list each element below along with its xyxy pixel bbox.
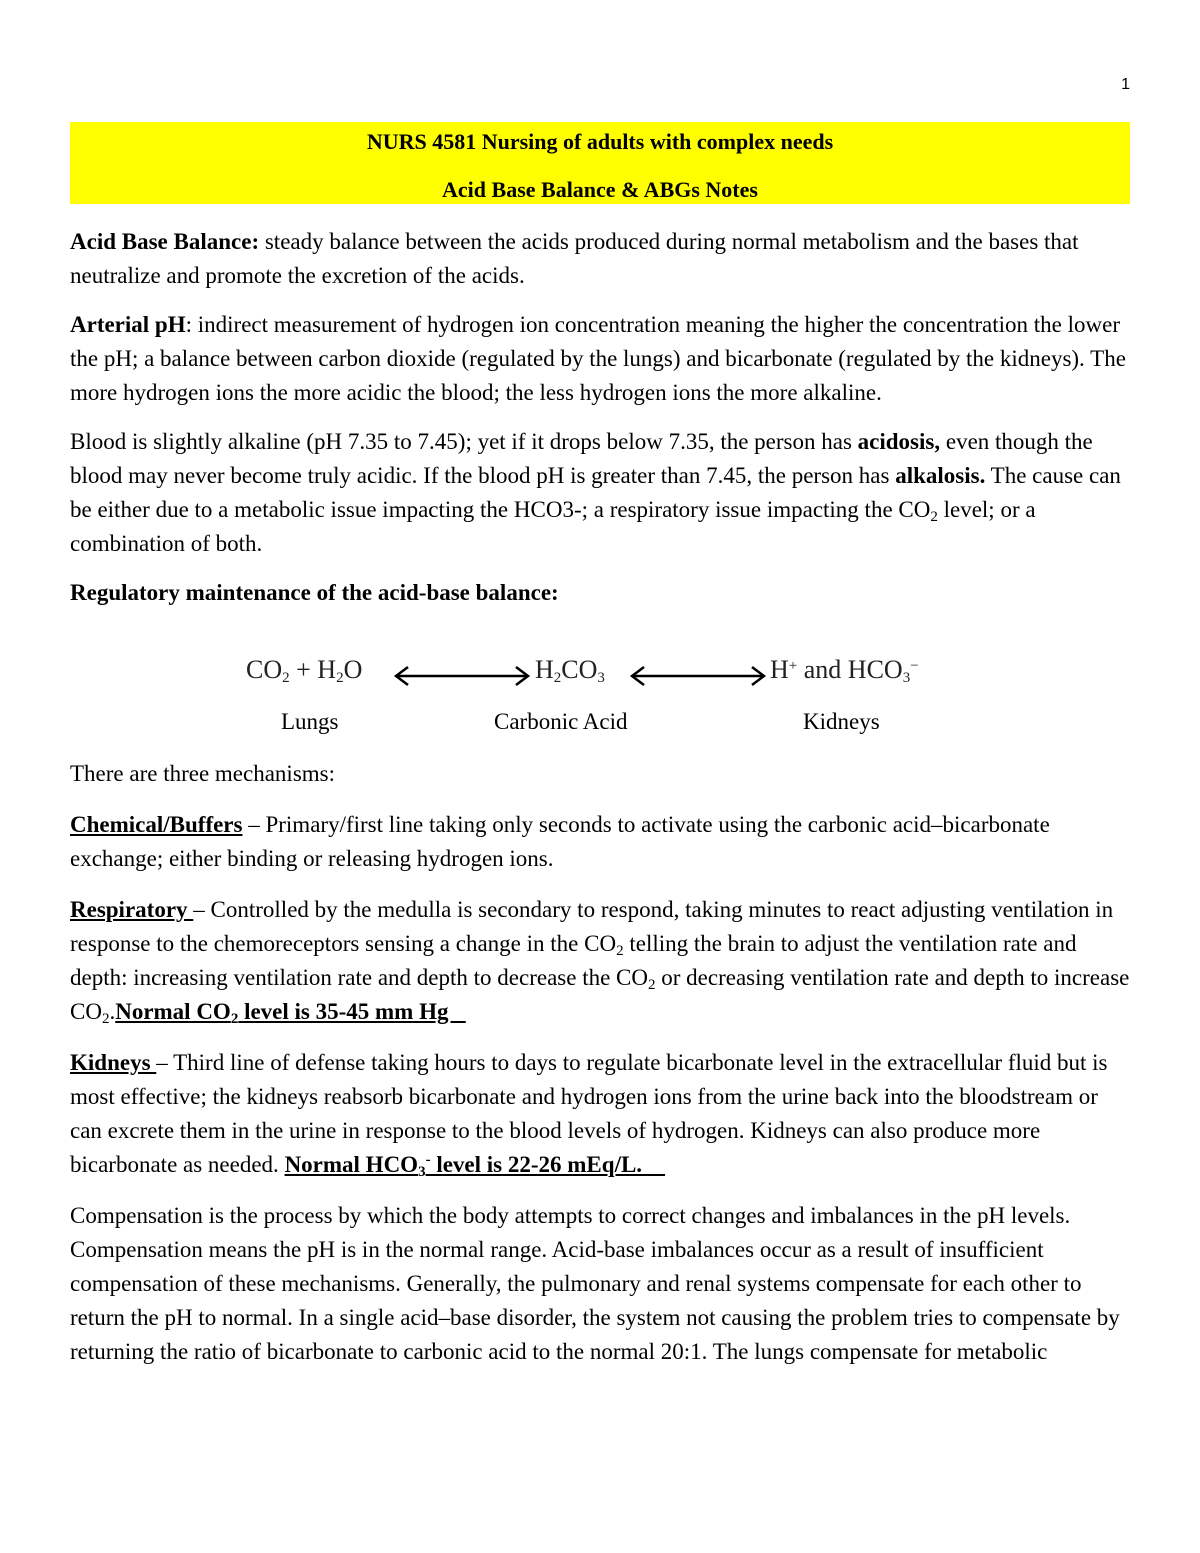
subscript: 3	[418, 1164, 426, 1180]
term-arterial-ph: Arterial pH	[70, 312, 186, 337]
eq-subscript: 2	[336, 670, 344, 686]
eq-text: CO	[561, 655, 598, 684]
definition-text: : indirect measurement of hydrogen ion concentration meaning the higher the concentration the lower the pH; a balance between carbon dioxide (regulated by the lungs) and bicarbonate (regulated by the kidneys). The more hydrogen ions the more acidic the blood; the less hydrogen ions the more alkaline.	[70, 312, 1126, 405]
subscript: 2	[101, 1011, 110, 1027]
text-run: Normal CO	[115, 999, 231, 1024]
eq-text: and HCO	[797, 655, 903, 684]
term-acidosis: acidosis,	[857, 429, 941, 454]
course-title: NURS 4581 Nursing of adults with complex needs	[366, 129, 834, 154]
normal-hco3-level	[284, 1152, 666, 1180]
chemical-buffers-paragraph	[70, 808, 1130, 876]
subscript: 2	[930, 509, 938, 525]
document-title-banner	[70, 122, 1130, 204]
text-run: – Primary/first line taking only seconds to activate using the carbonic acid–bicarbonate exchange; either binding or releasing hydrogen ions.	[70, 812, 1050, 871]
term-chemical-buffers: Chemical/Buffers	[70, 812, 243, 837]
eq-subscript: 3	[597, 670, 605, 686]
subscript: 2	[616, 943, 624, 959]
text-run: or decreasing ventilation rate and depth to increase CO	[70, 965, 1130, 1024]
equation-products	[770, 655, 919, 685]
text-run: The cause can be either due to a metabolic issue impacting the HCO3-; a respiratory issue impacting the CO	[70, 463, 1121, 522]
eq-subscript: 2	[282, 670, 290, 686]
label-kidneys: Kidneys	[803, 709, 880, 734]
equation-reactants	[246, 655, 362, 685]
mechanisms-section	[70, 757, 1130, 1386]
eq-text: H	[770, 655, 789, 684]
text-run: level; or a combination of both.	[70, 497, 1036, 556]
superscript: -	[425, 1152, 431, 1168]
term-respiratory: Respiratory	[70, 897, 194, 922]
term-alkalosis: alkalosis.	[895, 463, 986, 488]
equation-carbonic-acid	[535, 655, 605, 685]
term-kidneys: Kidneys	[70, 1050, 157, 1075]
kidneys-paragraph	[70, 1046, 1130, 1182]
acid-base-definition	[70, 225, 1130, 293]
text-run: even though the blood may never become truly acidic. If the blood pH is greater than 7.45, the person has	[70, 429, 1093, 488]
eq-superscript: +	[788, 658, 798, 674]
subscript: 2	[648, 977, 656, 993]
arterial-ph-definition	[70, 308, 1130, 410]
eq-text: H	[535, 655, 554, 684]
equation-labels	[70, 709, 1130, 743]
eq-subscript: 2	[553, 670, 562, 686]
blood-ph-paragraph	[70, 425, 1130, 561]
double-arrow-icon	[392, 663, 532, 689]
three-mechanisms: There are three mechanisms:	[70, 761, 336, 786]
text-run: – Controlled by the medulla is secondary to respond, taking minutes to react adjusting ventilation in response to the chemoreceptors sensing a change in the CO	[70, 897, 1114, 956]
intro-section	[70, 225, 1130, 625]
text-run: level is 35-45 mm Hg	[238, 999, 466, 1024]
term-acid-base-balance: Acid Base Balance:	[70, 229, 260, 254]
eq-text: + H	[289, 655, 337, 684]
text-run: .	[109, 999, 116, 1024]
text-run: telling the brain to adjust the ventilation rate and depth: increasing ventilation rate and depth to decrease the CO	[70, 931, 1077, 990]
eq-subscript: 3	[902, 670, 911, 686]
text-run: level is 22-26 mEq/L.	[430, 1152, 666, 1177]
subscript: 2	[230, 1011, 239, 1027]
definition-text: steady balance between the acids produced during normal metabolism and the bases that neutralize and promote the excretion of the acids.	[70, 229, 1079, 288]
normal-co2-level	[115, 999, 466, 1027]
carbonic-acid-equation	[70, 655, 1130, 701]
text-run: Blood is slightly alkaline (pH 7.35 to 7.45); yet if it drops below 7.35, the person has	[70, 429, 858, 454]
text-run: Normal HCO	[284, 1152, 419, 1177]
label-lungs: Lungs	[281, 709, 339, 734]
notes-title: Acid Base Balance & ABGs Notes	[442, 177, 758, 202]
label-carbonic-acid: Carbonic Acid	[494, 709, 628, 734]
text-run: – Third line of defense taking hours to days to regulate bicarbonate level in the extracellular fluid but is most effective; the kidneys reabsorb bicarbonate and hydrogen ions from the urine back into the bloodstream or can excrete them in the urine in response to the blood levels of hydrogen. Kidneys can also produce more bicarbonate as needed.	[70, 1050, 1108, 1177]
eq-superscript: −	[910, 658, 919, 674]
double-arrow-icon	[628, 663, 768, 689]
respiratory-paragraph	[70, 893, 1130, 1029]
eq-text: O	[343, 655, 363, 684]
eq-text: CO	[246, 655, 283, 684]
compensation-paragraph: Compensation is the process by which the body attempts to correct changes and imbalances in the pH levels. Compensation means the pH is in the normal range. Acid-base imbalances occur as a result of insufficient compensation of these mechanisms. Generally, the pulmonary and renal systems compensate for each other to return the pH to normal. In a single acid–base disorder, the system not causing the problem tries to compensate by returning the ratio of bicarbonate to carbonic acid to the normal 20:1. The lungs compensate for metabolic	[70, 1203, 1120, 1364]
regulatory-heading: Regulatory maintenance of the acid-base balance:	[70, 580, 559, 605]
page-number: 1	[1121, 76, 1130, 93]
